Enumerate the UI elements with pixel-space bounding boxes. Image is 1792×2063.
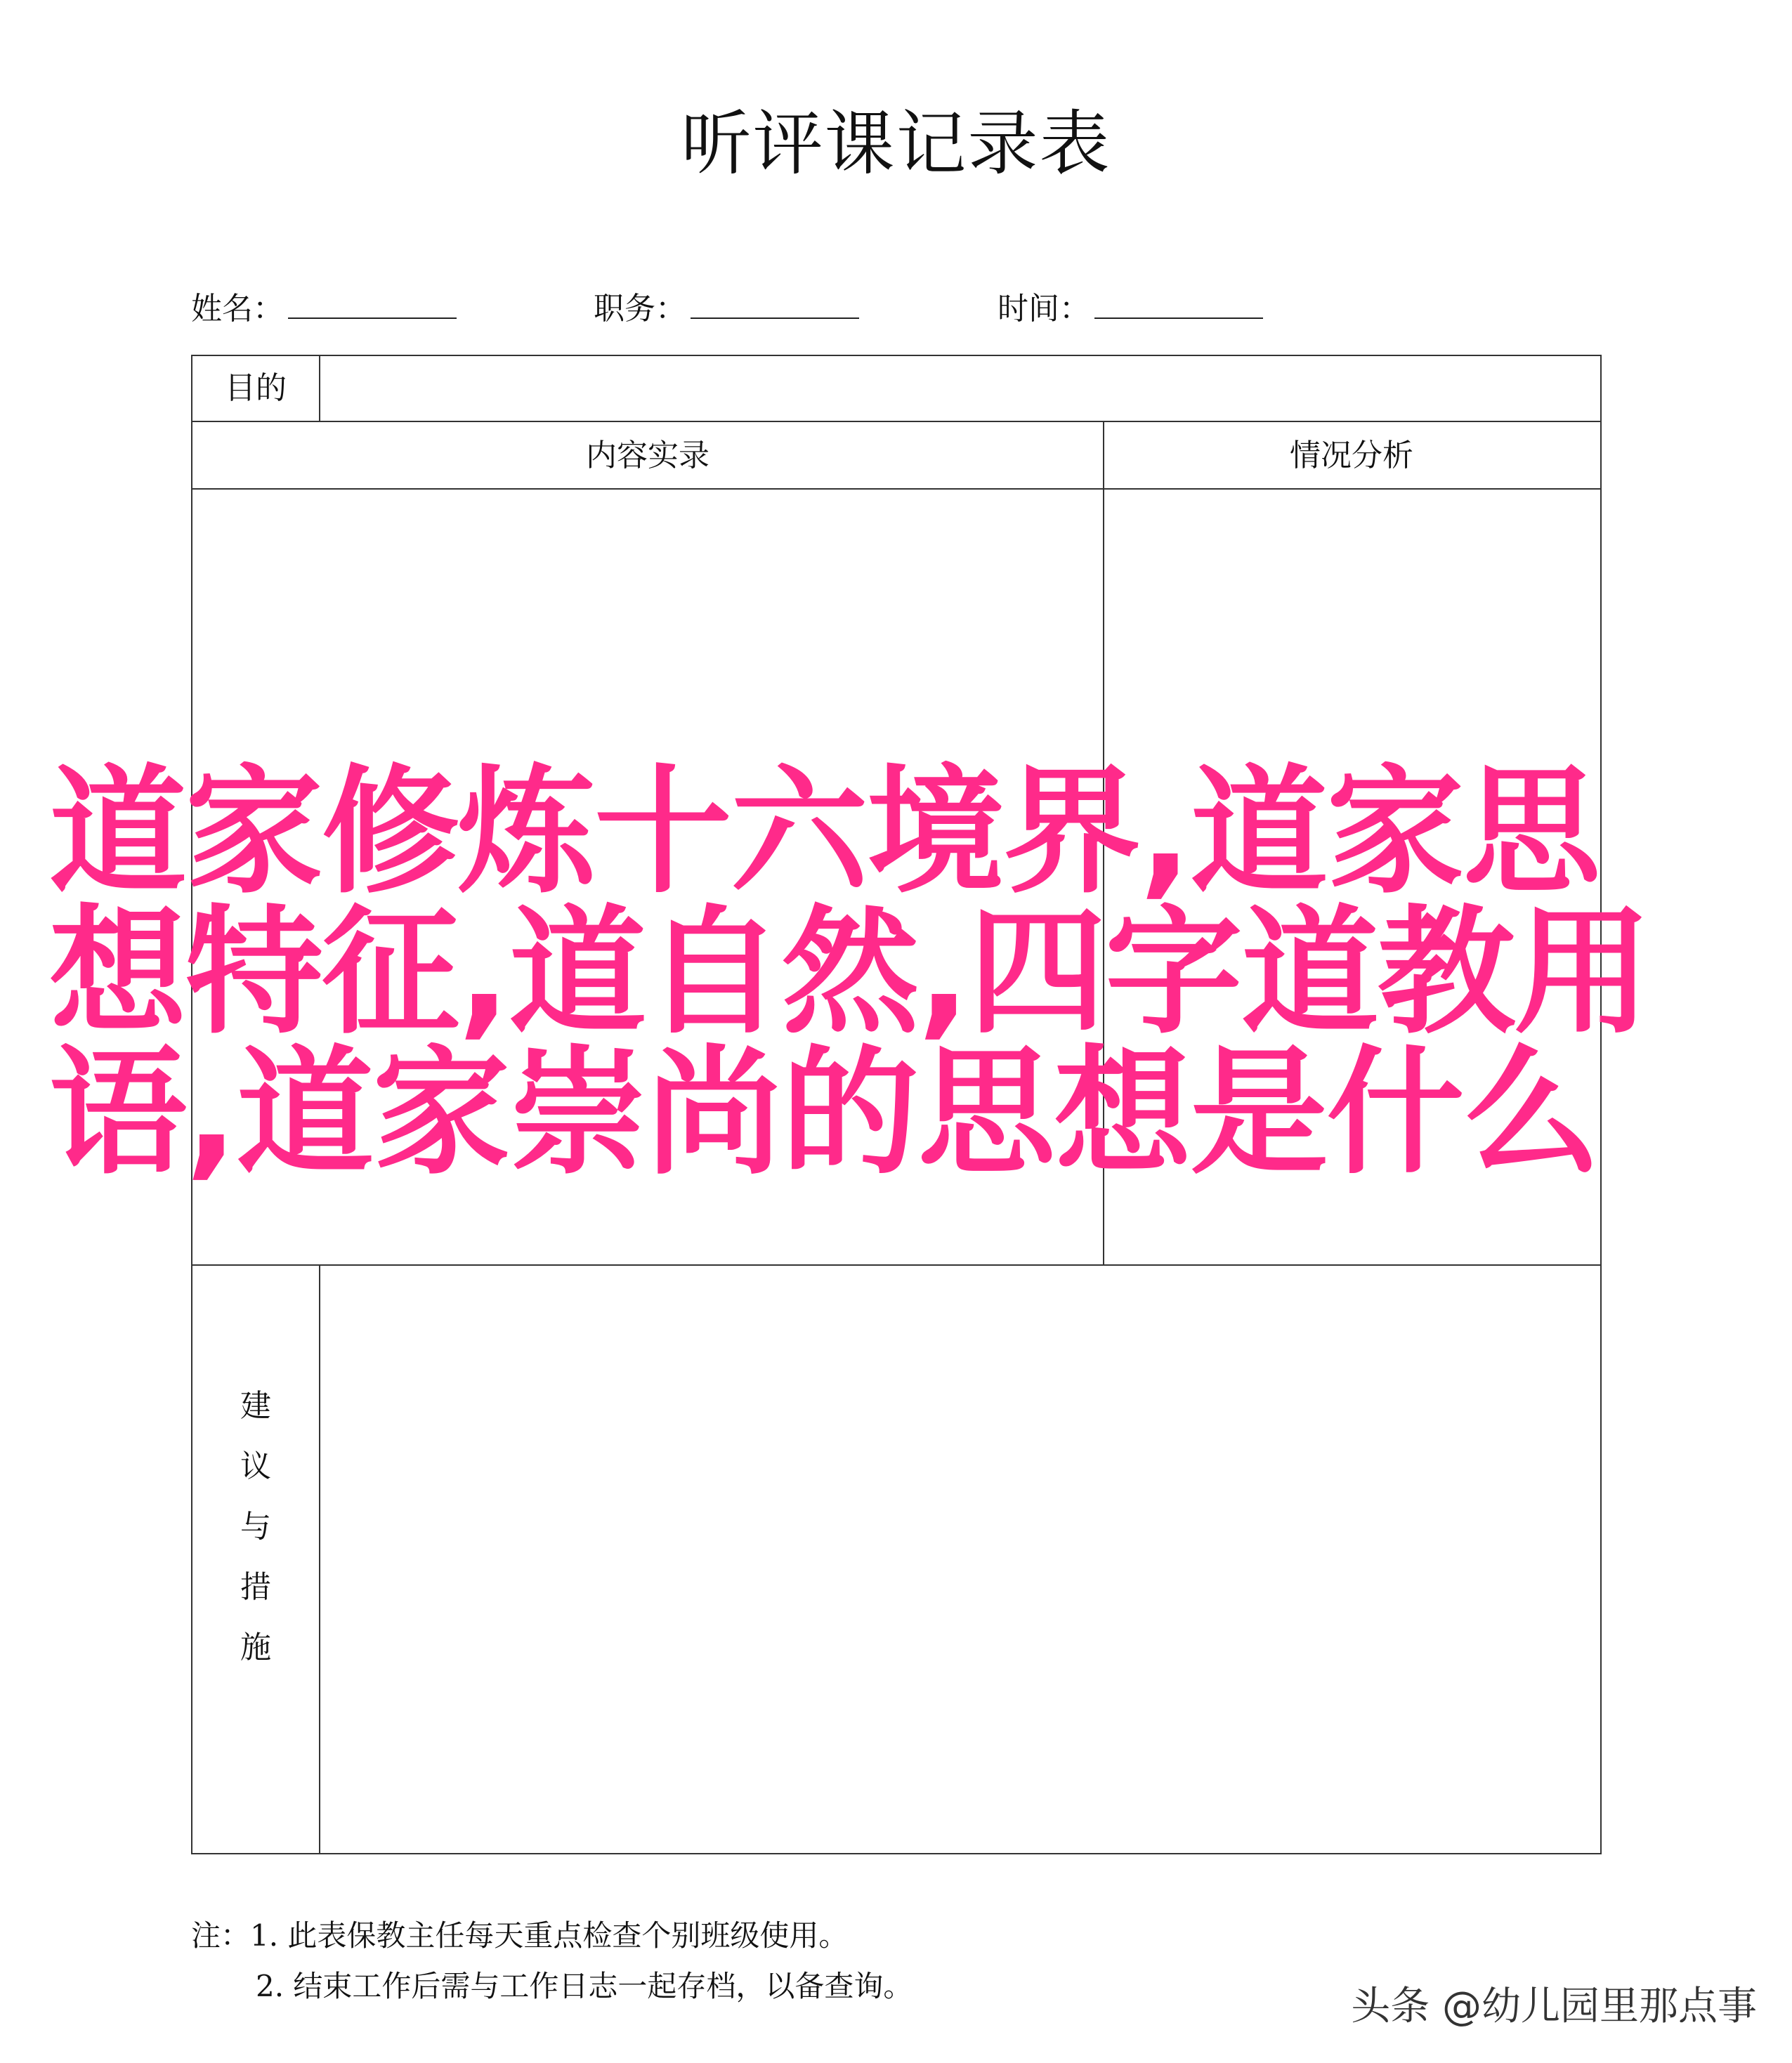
time-blank bbox=[1094, 289, 1263, 319]
analysis-header: 情况分析 bbox=[1290, 438, 1413, 473]
time-label: 时间： bbox=[998, 291, 1090, 327]
name-field bbox=[191, 288, 457, 330]
suggestion-char: 建 bbox=[240, 1388, 271, 1424]
note-line-2: 2. 结束工作后需与工作日志一起存档，以备查询。 bbox=[256, 1969, 913, 2003]
overlay-title: 道家修炼十六境界,道家思想特征,道自然,四字道教用语,道家崇尚的思想是什么 bbox=[49, 752, 1650, 1193]
notes bbox=[191, 1911, 913, 2012]
watermark: 头条 @幼儿园里那点事 bbox=[1351, 1984, 1757, 2029]
content-header: 内容实录 bbox=[586, 438, 709, 473]
position-blank bbox=[691, 289, 859, 319]
name-blank bbox=[288, 289, 457, 319]
suggestion-char: 议 bbox=[240, 1448, 271, 1484]
purpose-divider bbox=[319, 356, 320, 421]
time-field bbox=[998, 288, 1263, 330]
suggestion-divider bbox=[319, 1264, 320, 1853]
position-field bbox=[594, 288, 859, 330]
name-label: 姓名： bbox=[191, 291, 284, 327]
page-title: 听评课记录表 bbox=[681, 103, 1111, 185]
suggestion-char: 措 bbox=[240, 1569, 271, 1605]
row-divider-3 bbox=[192, 1264, 1600, 1266]
row-divider-2 bbox=[192, 488, 1600, 490]
row-divider-1 bbox=[192, 421, 1600, 422]
suggestion-char: 与 bbox=[240, 1509, 271, 1545]
purpose-label: 目的 bbox=[225, 370, 287, 406]
position-label: 职务： bbox=[594, 291, 686, 327]
note-line-1: 注：1. 此表保教主任每天重点检查个别班级使用。 bbox=[191, 1918, 849, 1953]
suggestion-label bbox=[192, 1385, 319, 1669]
suggestion-char: 施 bbox=[240, 1630, 271, 1665]
